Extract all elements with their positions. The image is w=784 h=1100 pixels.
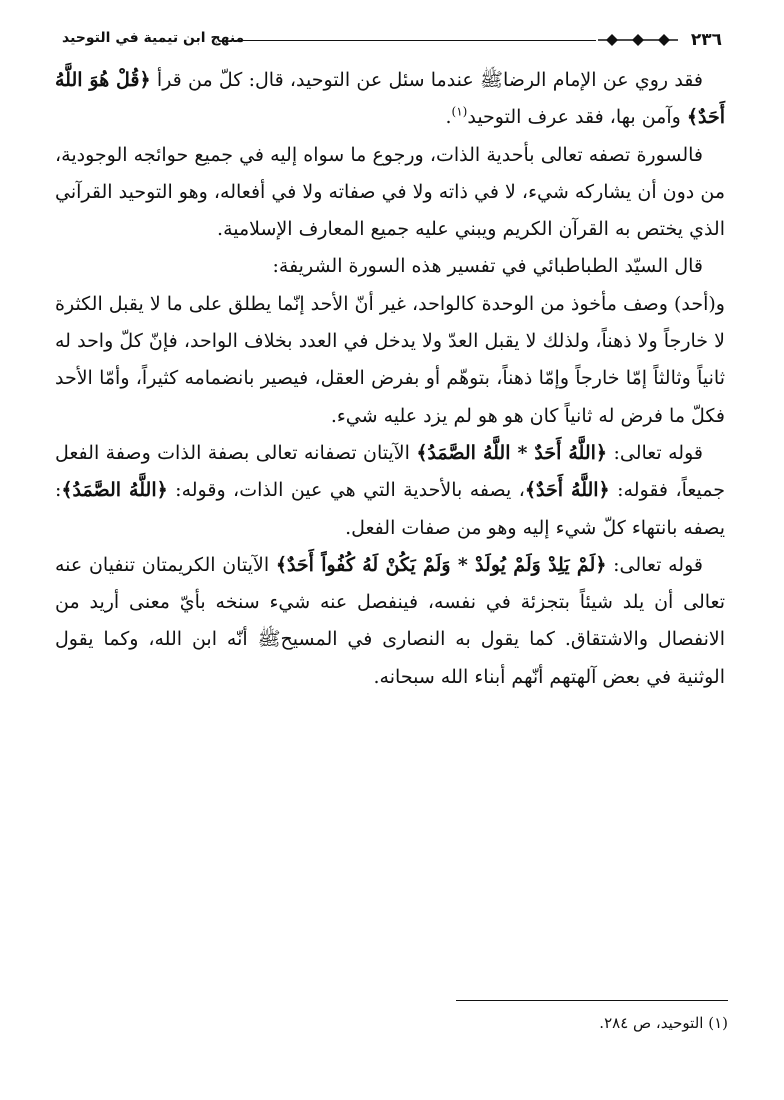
text-segment: الآيتان الكريمتان تنفيان عنه تعالى أن يلد شيئاً بتجزئة في نفسه، فينفصل عنه شيء سنخه بأيّ معنى أريد من الانفصال والاشتقاق. كما يقول به النصارى في المسيح: [55, 553, 725, 651]
text-segment: وآمن بها، فقد عرف التوحيد: [467, 106, 687, 129]
quran-verse: ﴿لَمْ يَلِدْ وَلَمْ يُولَدْ * وَلَمْ يَكُنْ لَهُ كُفُواً أَحَدٌ﴾: [275, 553, 607, 576]
footnote: (١) التوحيد، ص ٢٨٤.: [599, 1014, 728, 1032]
page-header: [62, 26, 722, 60]
quran-verse: ﴿اللَّهُ أَحَدٌ * اللَّهُ الصَّمَدُ﴾: [416, 441, 608, 464]
diamond-ornament-icon: [598, 33, 678, 47]
honorific-symbol: ﷺ: [257, 628, 281, 651]
paragraph-4: و(أحد) وصف مأخوذ من الوحدة كالواحد، غير أنّ الأحد إنّما يطلق على ما لا يقبل الكثرة لا خارجاً ولا ذهناً، ولذلك لا يقبل العدّ ولا يدخل في العدد بخلاف الواحد، فإنّ كلّ واحد له ثانياً وثالثاً إمّا خارجاً وإمّا ذهناً، بتوهّم أو بفرض العقل، فيصير بانضمامه كثيراً، وأمّا الأحد فكلّ ما فرض له ثانياً كان هو هو لم يزد عليه شيء.: [55, 292, 725, 427]
text-segment: أنّه ابن الله، وكما يقول الوثنية في بعض آلهتهم أنّهم أبناء الله سبحانه.: [55, 628, 725, 688]
paragraph-1: [55, 62, 725, 137]
quran-verse: ﴿قُلْ هُوَ اللَّهُ أَحَدٌ﴾: [55, 69, 725, 129]
main-text: [55, 62, 725, 696]
text-segment: الآيتان تصفانه تعالى بصفة الذات وصفة الفعل جميعاً، فقوله:: [55, 441, 725, 502]
text-segment: عندما سئل عن التوحيد، قال: كلّ من قرأ: [150, 69, 481, 91]
text-segment: قوله تعالى:: [606, 553, 703, 576]
paragraph-6: [55, 547, 725, 696]
honorific-symbol: ﷺ: [480, 69, 503, 91]
footnote-separator: [456, 1000, 728, 1001]
paragraph-3: قال السيّد الطباطبائي في تفسير هذه السورة الشريفة:: [272, 255, 703, 278]
running-title: منهج ابن تيمية في التوحيد: [62, 30, 245, 46]
text-segment: فقد روي عن الإمام الرضا: [502, 69, 703, 91]
paragraph-2: فالسورة تصفه تعالى بأحدية الذات، ورجوع ما سواه إليه في جميع حوائجه الوجودية، من دون أن يشاركه شيء، لا في ذاته ولا في صفاته ولا في أفعاله، وهو التوحيد القرآني الذي يختص به القرآن الكريم ويبني عليه جميع المعارف الإسلامية.: [55, 143, 725, 241]
paragraph-5: [55, 435, 725, 547]
quran-verse: ﴿اللَّهُ الصَّمَدُ﴾: [61, 479, 168, 502]
page-number: ٢٣٦: [690, 30, 722, 50]
header-rule: [230, 40, 596, 41]
quran-verse: ﴿اللَّهُ أَحَدٌ﴾: [524, 479, 610, 502]
text-segment: .: [445, 106, 452, 129]
footnote-reference[interactable]: (١): [451, 104, 468, 119]
text-segment: ، يصفه بالأحدية التي هي عين الذات، وقوله:: [167, 479, 525, 502]
text-segment: : يصفه بانتهاء كلّ شيء إليه وهو من صفات الفعل.: [55, 479, 725, 539]
text-segment: قوله تعالى:: [607, 441, 703, 464]
